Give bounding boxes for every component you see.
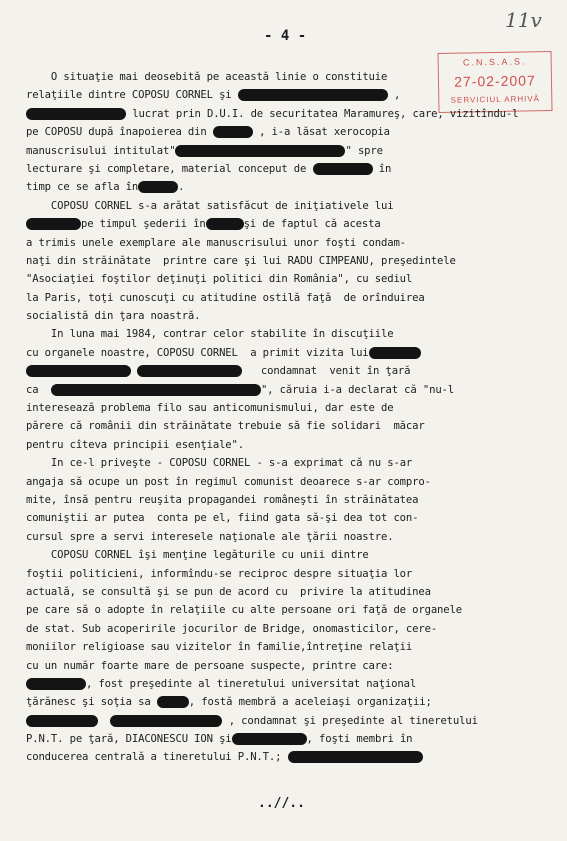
stamp-department: SERVICIUL ARHIVĂ xyxy=(450,94,541,105)
text-line: manuscrisului intitulat" " spre xyxy=(26,144,383,157)
body-text xyxy=(26,68,519,767)
stamp-institution: C.N.S.A.S. xyxy=(462,56,527,68)
redaction-bar xyxy=(26,715,98,727)
text-line: comuniştii ar putea conta pe el, fiind gata să-şi dea tot con- xyxy=(26,512,419,525)
text-line: In luna mai 1984, contrar celor stabilite în discuţiile xyxy=(50,328,394,341)
text-line: COPOSU CORNEL îşi menţine legăturile cu unii dintre xyxy=(50,549,369,562)
text-line: relaţiile dintre COPOSU CORNEL şi , xyxy=(26,89,401,102)
text-line: pentru cîteva principii esenţiale". xyxy=(26,438,244,451)
text-line: pe care să o adopte în relaţiile cu alte persoane ori faţă de organele xyxy=(26,604,462,617)
continuation-mark: ..//.. xyxy=(258,796,305,811)
text-line: condamnat venit în ţară xyxy=(26,362,500,380)
text-line: pe timpul şederii în şi de faptul că acesta xyxy=(26,215,500,233)
text-line: moniilor religioase sau vizitelor în familie,întreţine relaţii xyxy=(26,641,413,654)
text-line: a trimis unele exemplare ale manuscrisului unor foşti condam- xyxy=(26,236,406,249)
text-line: P.N.T. pe ţară, DIACONESCU ION şi , foşti membri în xyxy=(26,733,413,746)
text-line: cursul spre a servi interesele naţionale ale ţării noastre. xyxy=(26,530,394,543)
stamp-date: 27-02-2007 xyxy=(454,72,536,90)
redaction-bar xyxy=(51,384,261,396)
redaction-bar xyxy=(175,145,345,157)
text-line: O situaţie mai deosebită pe această linie o constituie xyxy=(50,71,388,83)
redaction-bar xyxy=(157,696,189,708)
handwritten-annotation: 11v xyxy=(505,8,542,32)
text-line: de stat. Sub acoperirile jocurilor de Bridge, onomasticilor, cere- xyxy=(26,622,438,635)
text-line: COPOSU CORNEL s-a arătat satisfăcut de iniţiativele lui xyxy=(50,199,394,212)
text-line: ţărănesc şi soţia sa , fostă membră a aceleiaşi organizaţii; xyxy=(26,696,432,709)
text-line: interesează problema filo sau anticomunismului, dar este de xyxy=(26,402,394,415)
text-line: , fost preşedinte al tineretului universitat naţional xyxy=(26,675,500,693)
text-line: mite, însă pentru reuşita propagandei româneşti în străinătatea xyxy=(26,493,419,506)
text-line: părere că românii din străinătate trebuie să fie solidari măcar xyxy=(26,420,425,433)
text-line: lucrat prin D.U.I. de securitatea Maramureş, care, vizitîndu-l xyxy=(26,105,500,123)
redaction-bar xyxy=(137,365,242,377)
text-line: actuală, se consultă şi se pun de acord cu privire la atitudinea xyxy=(26,585,431,598)
redaction-bar xyxy=(206,218,244,230)
text-line: naţi din străinătate printre care şi lui RADU CIMPEANU, preşedintele xyxy=(26,254,456,267)
redaction-bar xyxy=(238,89,388,101)
redaction-bar xyxy=(26,365,131,377)
text-line: In ce-l priveşte - COPOSU CORNEL - s-a exprimat că nu s-ar xyxy=(50,457,413,470)
text-line: angaja să ocupe un post în regimul comunist deoarece s-ar compro- xyxy=(26,475,431,488)
text-line: socialistă din ţara noastră. xyxy=(26,310,201,323)
text-line: "Asociaţiei foştilor deţinuţi politici din România", cu sediul xyxy=(26,273,413,286)
text-line: ca ", căruia i-a declarat că "nu-l xyxy=(26,383,455,396)
text-line: cu organele noastre, COPOSU CORNEL a primit vizita lui xyxy=(26,344,500,362)
redaction-bar xyxy=(110,715,222,727)
text-line: pe COPOSU după înapoierea din , i-a lăsat xerocopia xyxy=(26,126,390,139)
redaction-bar xyxy=(138,181,178,193)
redaction-bar xyxy=(232,733,307,745)
text-line: foştii politicieni, informîndu-se reciproc despre situaţia lor xyxy=(26,567,413,580)
redaction-bar xyxy=(288,751,423,763)
redaction-bar xyxy=(369,347,421,359)
redaction-bar xyxy=(313,163,373,175)
redaction-bar xyxy=(26,218,81,230)
text-line: , condamnat şi preşedinte al tineretului xyxy=(26,712,500,730)
page-number: - 4 - xyxy=(264,28,307,44)
text-line: cu un număr foarte mare de persoane suspecte, printre care: xyxy=(26,659,394,672)
text-line: lecturare şi completare, material conceput de în xyxy=(26,162,392,175)
text-line: conducerea centrală a tineretului P.N.T.; xyxy=(26,748,500,766)
redaction-bar xyxy=(213,126,253,138)
text-line: timp ce se afla în . xyxy=(26,181,185,194)
redaction-bar xyxy=(26,678,86,690)
text-line: la Paris, toţi cunoscuţi cu atitudine ostilă faţă de orînduirea xyxy=(26,291,425,304)
redaction-bar xyxy=(26,108,126,120)
